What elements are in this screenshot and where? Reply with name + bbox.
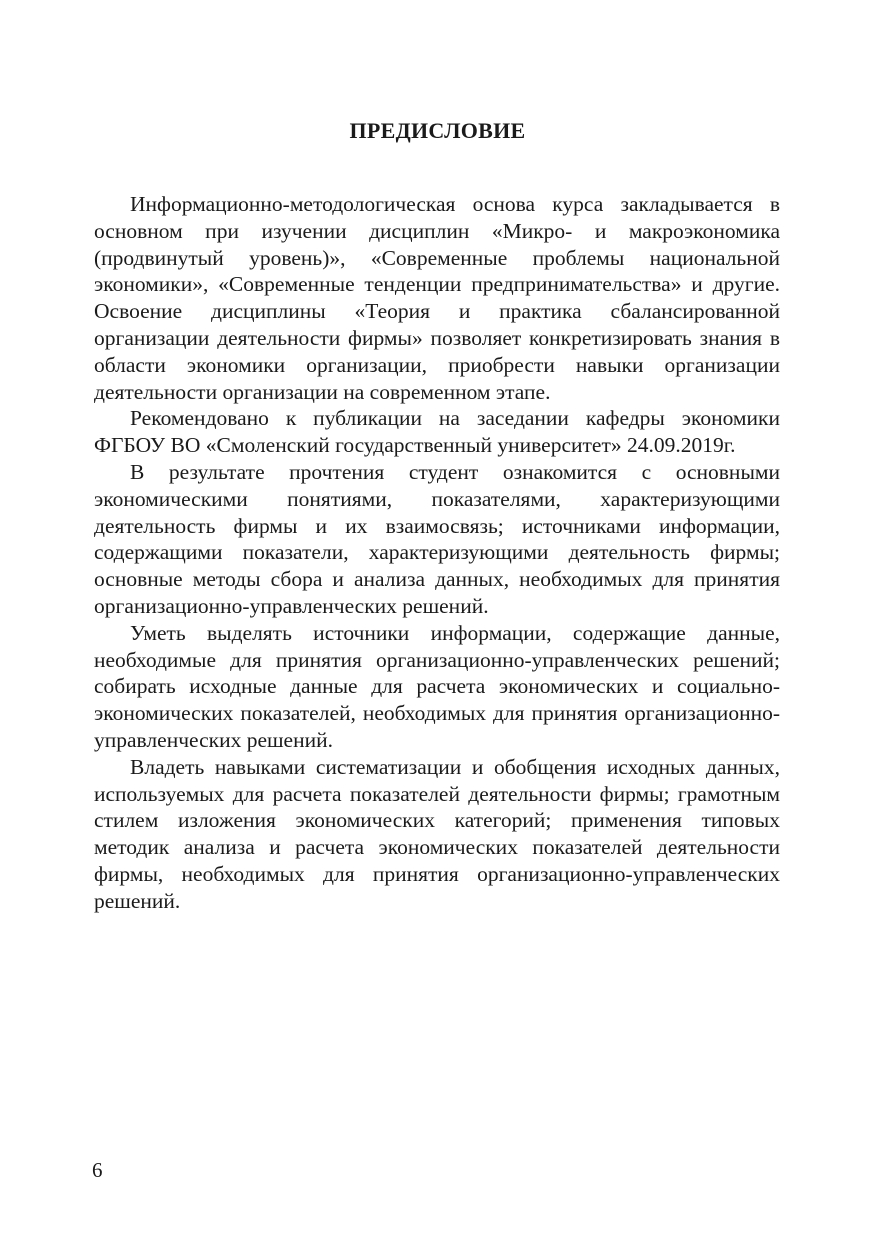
paragraph-knowledge: В результате прочтения студент ознакомится с основными экономическими понятиями, показателями, характеризующими деятельность фирмы и их взаимосвязь; источниками информации, содержащими показатели, характеризующими деятельность фирмы; основные методы сбора и анализа данных, необходимых для принятия организационно-управленческих решений.	[94, 459, 780, 618]
page-number: 6	[92, 1158, 103, 1182]
paragraph-recommendation: Рекомендовано к публикации на заседании кафедры экономики ФГБОУ ВО «Смоленский государственный университет» 24.09.2019г.	[94, 406, 780, 458]
paragraph-skills: Уметь выделять источники информации, содержащие данные, необходимые для принятия организационно-управленческих решений; собирать исходные данные для расчета экономических и социально-экономических показателей, необходимых для принятия организационно-управленческих решений.	[94, 620, 780, 752]
page-title: ПРЕДИСЛОВИЕ	[349, 118, 526, 143]
preface-body	[94, 191, 780, 915]
paragraph-abilities: Владеть навыками систематизации и обобщения исходных данных, используемых для расчета показателей деятельности фирмы; грамотным стилем изложения экономических категорий; применения типовых методик анализа и расчета экономических показателей деятельности фирмы, необходимых для принятия организационно-управленческих решений.	[94, 754, 780, 913]
paragraph-course-basis: Информационно-методологическая основа курса закладывается в основном при изучении дисциплин «Микро- и макроэкономика (продвинутый уровень)», «Современные проблемы национальной экономики», «Современные тенденции предпринимательства» и другие. Освоение дисциплины «Теория и практика сбалансированной организации деятельности фирмы» позволяет конкретизировать знания в области экономики организации, приобрести навыки организации деятельности организации на современном этапе.	[94, 192, 780, 404]
